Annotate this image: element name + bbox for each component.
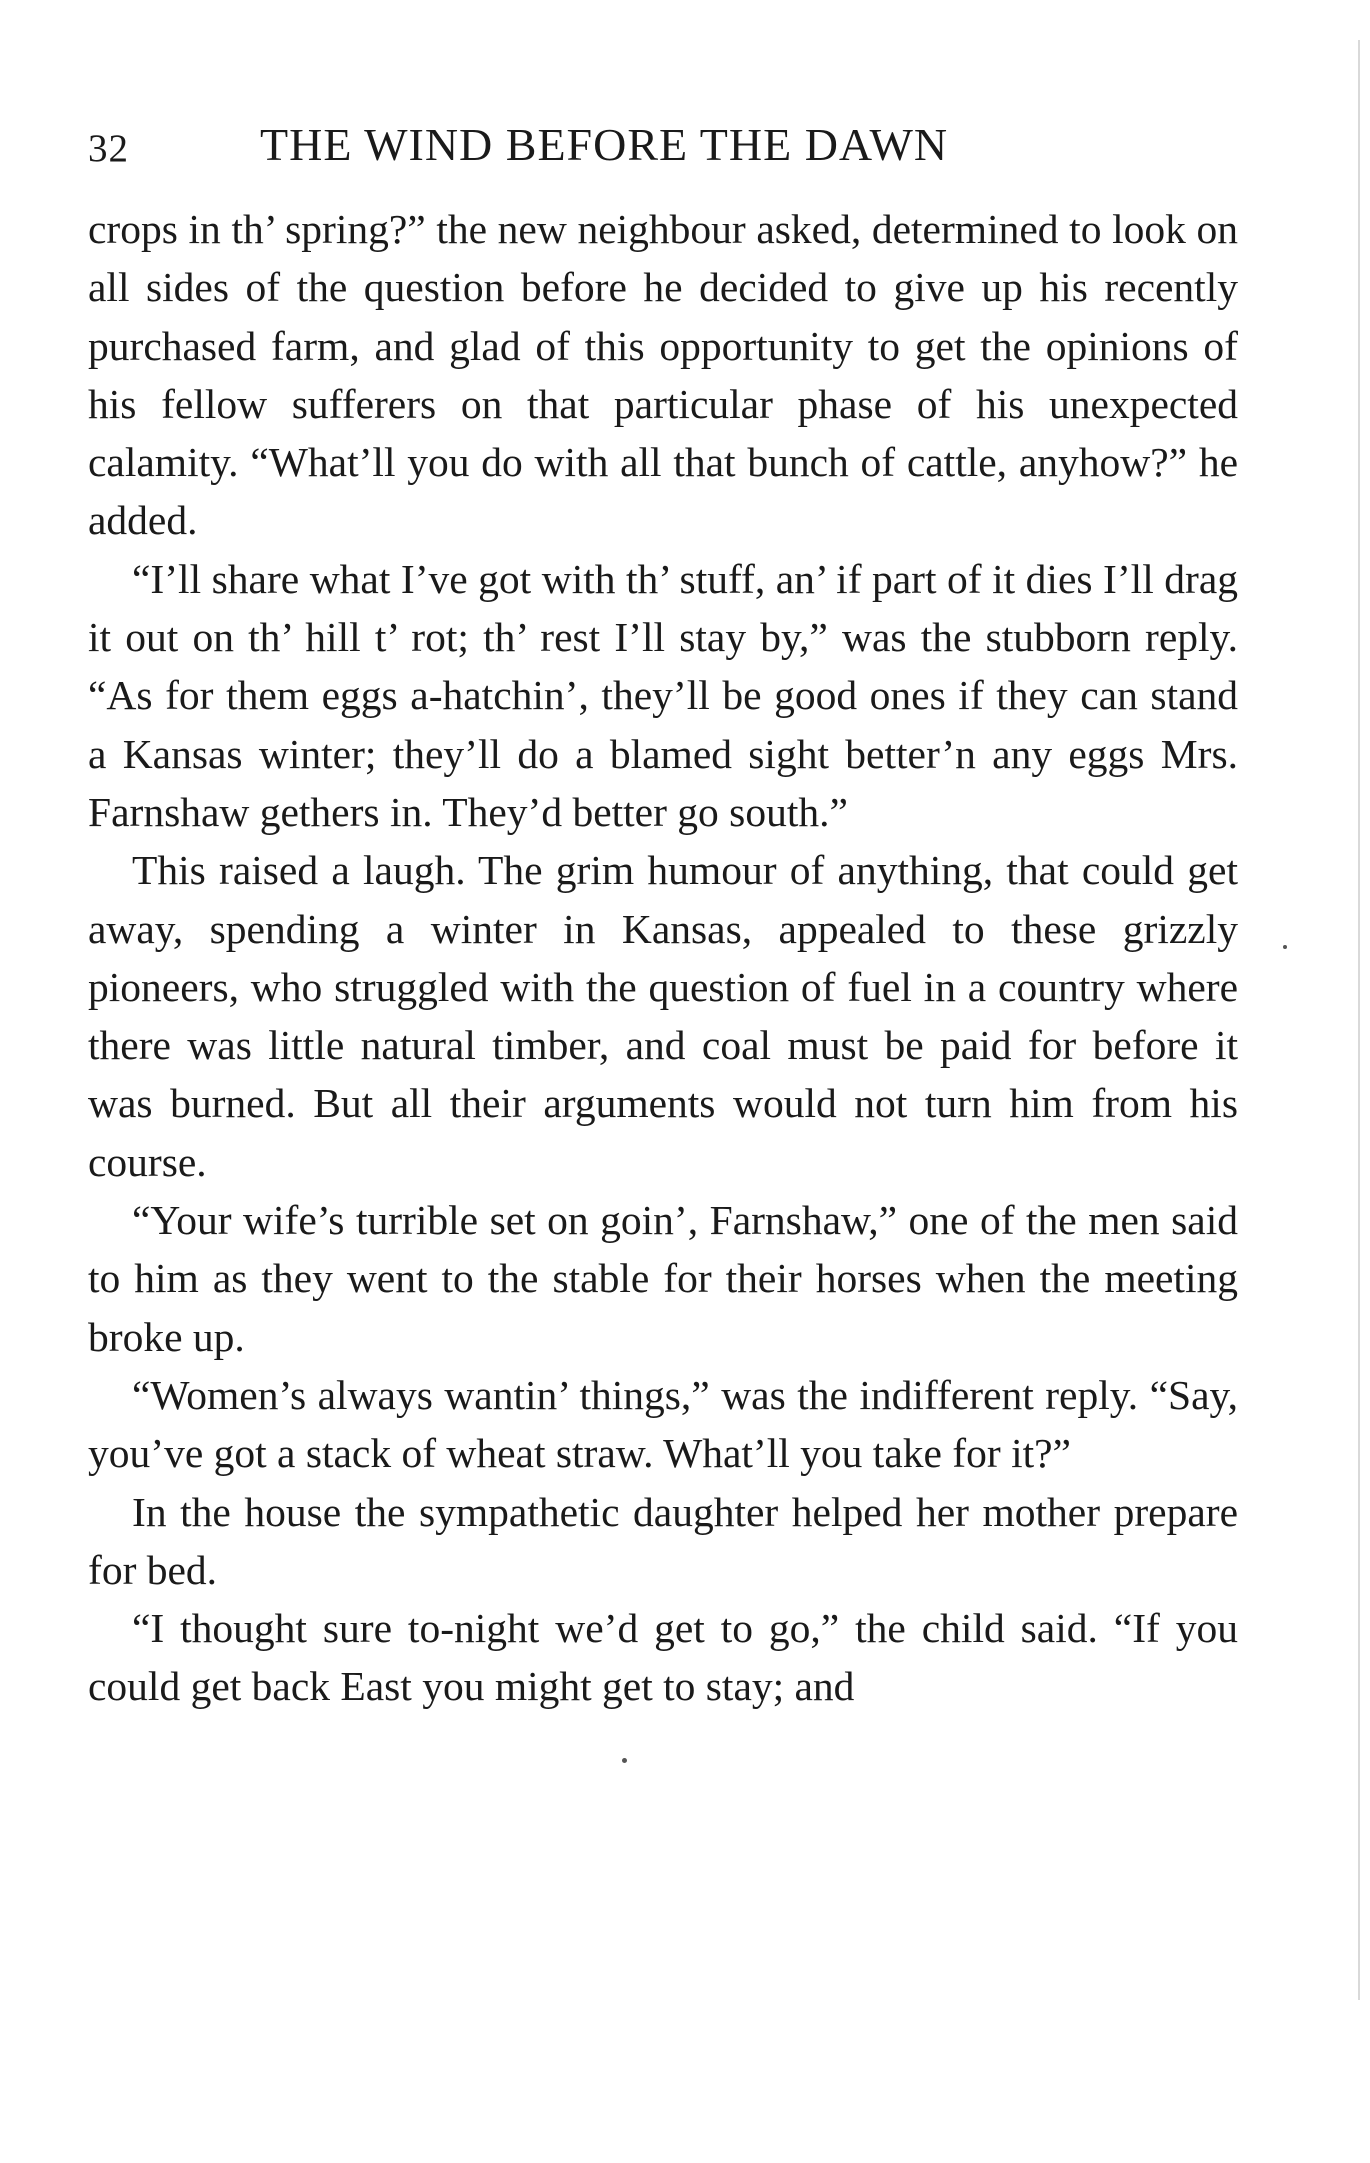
paragraph-2: “I’ll share what I’ve got with th’ stuff, an’ if part of it dies I’ll drag it out on th’ hill t’ rot; th’ rest I’ll stay by,” was the stubborn reply. “As for them eggs a-hatchin’, they’ll be good ones if they can stand a Kansas winter; they’ll do a blamed sight better’n any eggs Mrs. Farnshaw gethers in. They’d better go south.”: [88, 555, 1238, 835]
page-number: 32: [88, 127, 129, 170]
paragraph-4: “Your wife’s turrible set on goin’, Farnshaw,” one of the men said to him as they went to the stable for their horses when the meeting broke up.: [88, 1197, 1238, 1360]
paragraph-3: This raised a laugh. The grim humour of anything, that could get away, spending a winter in Kansas, appealed to these grizzly pioneers, who struggled with the question of fuel in a country where there was little natural timber, and coal must be paid for before it was burned. But all their arguments would not turn him from his course.: [88, 847, 1238, 1185]
body-text: [88, 200, 1238, 1716]
page-header: [88, 118, 1238, 178]
paragraph-6: In the house the sympathetic daughter helped her mother prepare for bed.: [88, 1488, 1238, 1593]
scan-speck: [622, 1758, 627, 1763]
paragraph-1-continued: crops in th’ spring?” the new neighbour asked, determined to look on all sides of the question before he decided to give up his recently purchased farm, and glad of this opportunity to get the opinions of his fellow sufferers on that particular phase of his unexpected calamity. “What’ll you do with all that bunch of cattle, anyhow?” he added.: [88, 206, 1238, 544]
page-edge-shadow: [1358, 40, 1360, 2000]
running-title: THE WIND BEFORE THE DAWN: [260, 119, 949, 170]
paragraph-5: “Women’s always wantin’ things,” was the indifferent reply. “Say, you’ve got a stack of wheat straw. What’ll you take for it?”: [88, 1371, 1238, 1477]
scan-speck: [1283, 945, 1287, 949]
paragraph-7: “I thought sure to-night we’d get to go,” the child said. “If you could get back East you might get to stay; and: [88, 1605, 1238, 1710]
